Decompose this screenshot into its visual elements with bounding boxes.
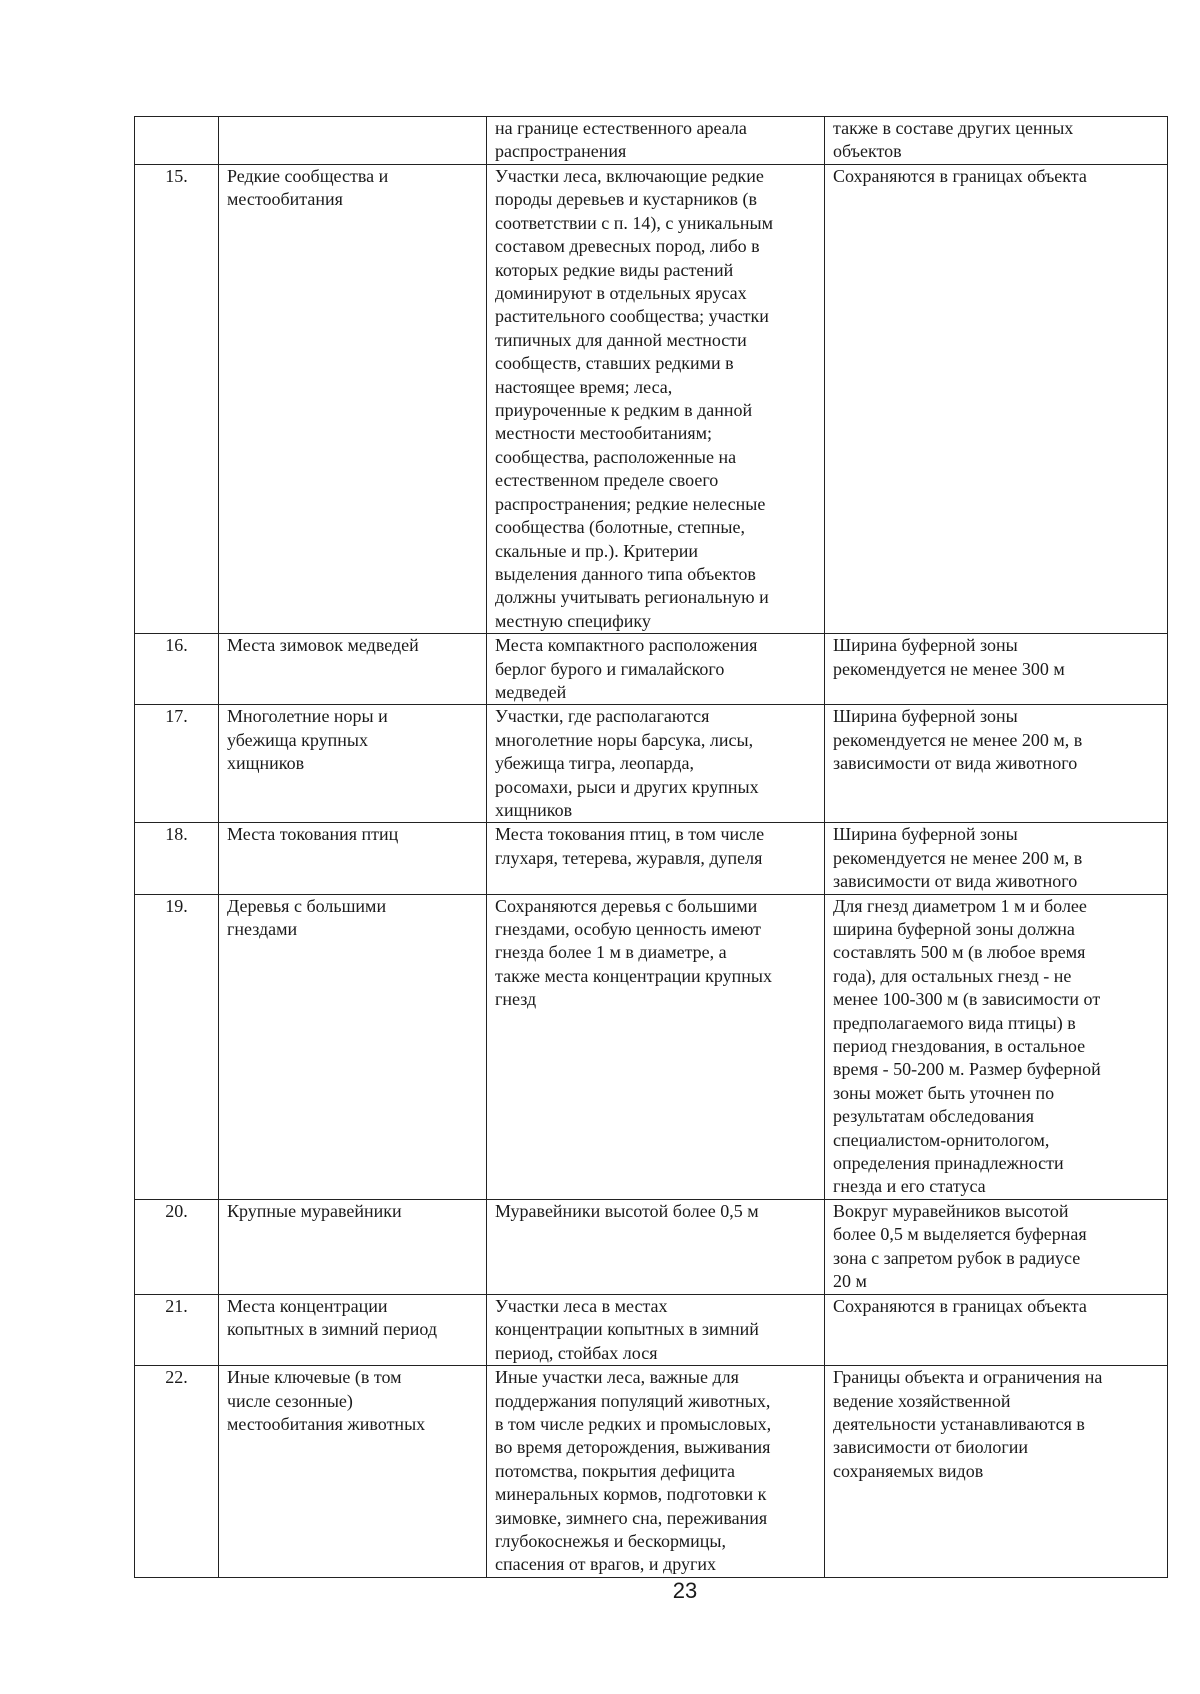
table-row-17 [135, 705, 1168, 823]
row-number-cell: 15. [135, 165, 219, 634]
object-name-cell: Иные ключевые (в том числе сезонные) местообитания животных [219, 1366, 487, 1578]
row-number-cell: 22. [135, 1366, 219, 1578]
table-row-22 [135, 1366, 1168, 1578]
object-description-cell: Участки леса в местах концентрации копытных в зимний период, стойбах лося [487, 1294, 825, 1365]
row-number-cell: 17. [135, 705, 219, 823]
table-row-15 [135, 165, 1168, 634]
recommendation-cell: Сохраняются в границах объекта [825, 1294, 1168, 1365]
recommendation-cell: Ширина буферной зоны рекомендуется не менее 200 м, в зависимости от вида животного [825, 823, 1168, 894]
row-number-cell: 18. [135, 823, 219, 894]
object-name-cell: Редкие сообщества и местообитания [219, 165, 487, 634]
table-row-18 [135, 823, 1168, 894]
object-name-cell: Деревья с большими гнездами [219, 894, 487, 1199]
species-habitats-table [134, 116, 1168, 1578]
object-description-cell: Иные участки леса, важные для поддержания популяций животных, в том числе редких и промысловых, во время деторождения, выживания потомства, покрытия дефицита минеральных кормов, подготовки к зимовке, зимнего сна, переживания глубокоснежья и бескормицы, спасения от врагов, и других [487, 1366, 825, 1578]
object-name-cell: Крупные муравейники [219, 1199, 487, 1294]
object-name-cell: Места зимовок медведей [219, 634, 487, 705]
object-name-cell: Многолетние норы и убежища крупных хищников [219, 705, 487, 823]
recommendation-cell: также в составе других ценных объектов [825, 117, 1168, 165]
table-row-19 [135, 894, 1168, 1199]
object-description-cell: Места компактного расположения берлог бурого и гималайского медведей [487, 634, 825, 705]
table-row-21 [135, 1294, 1168, 1365]
table-row-continuation [135, 117, 1168, 165]
row-number-cell: 19. [135, 894, 219, 1199]
recommendation-cell: Границы объекта и ограничения на ведение хозяйственной деятельности устанавливаются в зависимости от биологии сохраняемых видов [825, 1366, 1168, 1578]
page-number: 23 [672, 1578, 698, 1603]
object-description-cell: Муравейники высотой более 0,5 м [487, 1199, 825, 1294]
object-description-cell: Места токования птиц, в том числе глухаря, тетерева, журавля, дупеля [487, 823, 825, 894]
object-name-cell [219, 117, 487, 165]
object-name-cell: Места токования птиц [219, 823, 487, 894]
row-number-cell: 21. [135, 1294, 219, 1365]
row-number-cell: 20. [135, 1199, 219, 1294]
object-description-cell: Участки леса, включающие редкие породы деревьев и кустарников (в соответствии с п. 14), с уникальным составом древесных пород, либо в которых редкие виды растений доминируют в отдельных ярусах растительного сообщества; участки типичных для данной местности сообществ, ставших редкими в настоящее время; леса, приуроченные к редким в данной местности местообитаниям; сообщества, расположенные на естественном пределе своего распространения; редкие нелесные сообщества (болотные, степные, скальные и пр.). Критерии выделения данного типа объектов должны учитывать региональную и местную специфику [487, 165, 825, 634]
object-name-cell: Места концентрации копытных в зимний период [219, 1294, 487, 1365]
recommendation-cell: Сохраняются в границах объекта [825, 165, 1168, 634]
object-description-cell: Сохраняются деревья с большими гнездами, особую ценность имеют гнезда более 1 м в диаметре, а также места концентрации крупных гнезд [487, 894, 825, 1199]
recommendation-cell: Ширина буферной зоны рекомендуется не менее 300 м [825, 634, 1168, 705]
object-description-cell: на границе естественного ареала распространения [487, 117, 825, 165]
table-row-20 [135, 1199, 1168, 1294]
row-number-cell [135, 117, 219, 165]
recommendation-cell: Ширина буферной зоны рекомендуется не менее 200 м, в зависимости от вида животного [825, 705, 1168, 823]
table-row-16 [135, 634, 1168, 705]
recommendation-cell: Для гнезд диаметром 1 м и более ширина буферной зоны должна составлять 500 м (в любое время года), для остальных гнезд - не менее 100-300 м (в зависимости от предполагаемого вида птицы) в период гнездования, в остальное время - 50-200 м. Размер буферной зоны может быть уточнен по результатам обследования специалистом-орнитологом, определения принадлежности гнезда и его статуса [825, 894, 1168, 1199]
recommendation-cell: Вокруг муравейников высотой более 0,5 м выделяется буферная зона с запретом рубок в радиусе 20 м [825, 1199, 1168, 1294]
object-description-cell: Участки, где располагаются многолетние норы барсука, лисы, убежища тигра, леопарда, росомахи, рыси и других крупных хищников [487, 705, 825, 823]
row-number-cell: 16. [135, 634, 219, 705]
